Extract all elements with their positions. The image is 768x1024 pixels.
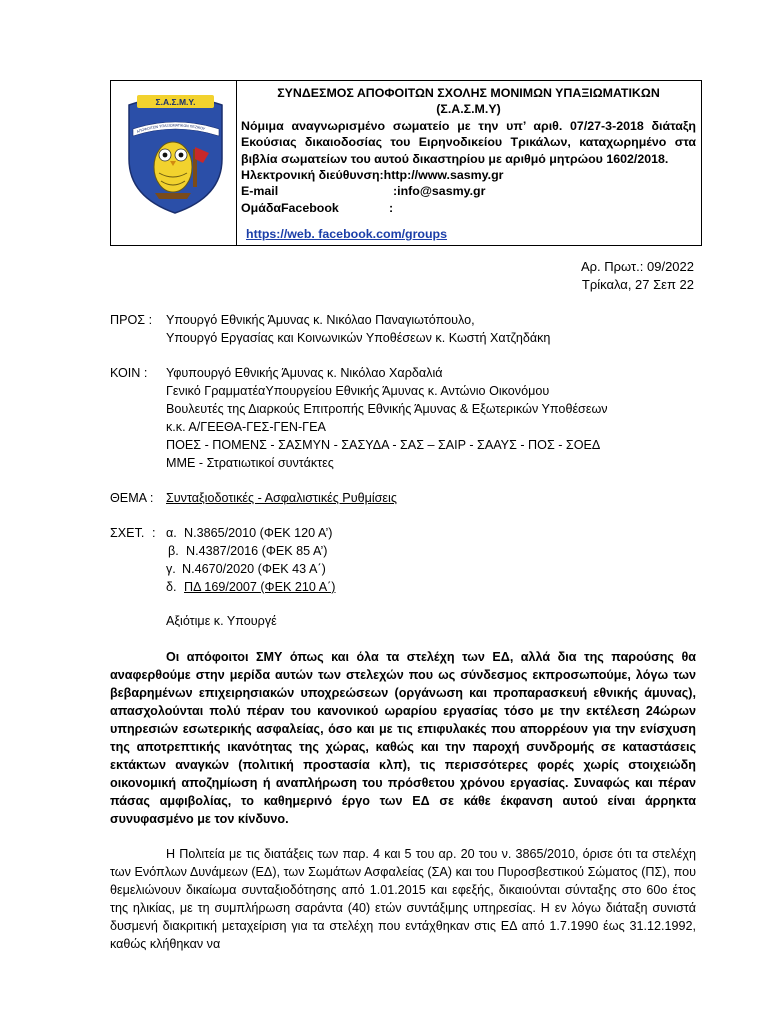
email-label: E-mail [241,184,279,199]
references-separator: : [152,526,156,540]
legal-status-text: Νόμιμα αναγνωρισμένο σωματείο με την υπ’ αριθ. 07/27-3-2018 διάταξη Εκούσιας δικαιοδοσίας του Ειρηνοδικείου Τρικάλων, καταχωρημένο στα βιβλία σωματείων του αυτού δικαστηρίου με αριθμό μητρώου 1602/2018. [241,118,696,166]
reference-text: Ν.4387/2016 (ΦΕΚ 85 Α’) [186,544,328,558]
subject-text: Συνταξιοδοτικές - Ασφαλιστικές Ρυθμίσεις [166,491,397,505]
facebook-separator: : [389,200,394,215]
recipient-line: Υπουργό Εθνικής Άμυνας κ. Νικόλαο Παναγιωτόπουλο, [166,313,475,327]
letterhead-text [241,85,696,243]
references-label: ΣΧΕΤ. [110,526,145,540]
recipient-line: Υπουργό Εργασίας και Κοινωνικών Υποθέσεων κ. Κωστή Χατζηδάκη [166,331,551,345]
facebook-row [241,200,696,216]
cc-line: Υφυπουργό Εθνικής Άμυνας κ. Νικόλαο Χαρδαλιά [166,366,443,380]
cc-block [110,364,608,472]
letterhead-divider [236,81,237,245]
cc-line: ΠΟΕΣ - ΠΟΜΕΝΣ - ΣΑΣΜΥΝ - ΣΑΣΥΔΑ - ΣΑΣ – ΣΑΙΡ - ΣΑΑΥΣ - ΠΟΣ - ΣΟΕΔ [166,438,601,452]
org-title: ΣΥΝΔΕΣΜΟΣ ΑΠΟΦΟΙΤΩΝ ΣΧΟΛΗΣ ΜΟΝΙΜΩΝ ΥΠΑΞΙΩΜΑΤΙΚΩΝ [277,86,660,100]
logo-top-text: Σ.Α.Σ.Μ.Υ. [155,97,196,107]
email-row [241,183,696,199]
website-value[interactable]: :http://www.sasmy.gr [379,168,504,183]
cc-line: κ.κ. Α/ΓΕΕΘΑ-ΓΕΣ-ΓΕΝ-ΓΕΑ [166,420,326,434]
greeting: Αξιότιμε κ. Υπουργέ [166,614,277,628]
protocol-number: Αρ. Πρωτ.: 09/2022 [580,259,694,274]
body-paragraph-1: Οι απόφοιτοι ΣΜΥ όπως και όλα τα στελέχη των ΕΔ, αλλά δια της παρούσης θα αναφερθούμε στην μερίδα αυτών των στελεχών που ως σύνδεσμος εκπροσωπούμε, λόγω των βεβαρημένων επιχειρησιακών υποχρεώσεων (οργάνωση και προπαρασκευή εθνικής άμυνας), απασχολούνται πολύ πέραν του κανονικού ωραρίου εργασίας τόσο με την εκτέλεση 24ώρων υπηρεσιών εσωτερικής ασφαλείας, όσο και με τις επιφυλακές που απορρέουν για την ενίσχυση της αποτρεπτικής ικανότητας της χώρας, καθώς και την παροχή συνδρομής σε καταστάσεις εκτάκτων αναγκών (πολιτική προστασία κλπ), τις περισσότερες φορές χωρίς στοιχειώδη οικονομική αποζημίωση ή αναπλήρωση του πρόσθετου χρόνου εργασίας. Συναφώς και πέραν πάσας αμφιβολίας, το καθημερινό έργο των ΕΔ σε κάθε έκφανση αυτού είναι άρρηκτα συνυφασμένο με τον κίνδυνο. [110,650,696,826]
reference-text: ΠΔ 169/2007 (ΦΕΚ 210 Α΄) [184,580,336,594]
subject-label: ΘΕΜΑ : [110,491,154,505]
org-abbrev: (Σ.Α.Σ.Μ.Υ) [436,102,501,117]
logo-ribbon-text: ΑΠΟΦΟΙΤΩΝ ΥΠΑΞΙΩΜΑΤΙΚΩΝ ΠΕΖΙΚΟΥ [136,123,206,134]
reference-letter: α. [166,526,177,540]
reference-letter: β. [168,544,179,558]
reference-text: Ν.4670/2020 (ΦΕΚ 43 Α΄) [182,562,326,576]
cc-line: Βουλευτές της Διαρκούς Επιτροπής Εθνικής Άμυνας & Εξωτερικών Υποθέσεων [166,402,608,416]
body-paragraph-2: Η Πολιτεία με τις διατάξεις των παρ. 4 και 5 του αρ. 20 του ν. 3865/2010, όρισε ότι τα στελέχη των Ενόπλων Δυνάμεων (ΕΔ), των Σωμάτων Ασφαλείας (ΣΑ) και του Πυροσβεστικού Σώματος (ΠΣ), που θεμελιώνουν δικαίωμα συνταξιοδότησης από 1.01.2015 και εφεξής, δικαιούνται σύνταξης στο 60ο έτος της ηλικίας, με τη συμπλήρωση σαράντα (40) ετών συντάξιμης υπηρεσίας. Η εν λόγω διάταξη συνιστά δυσμενή διακριτική μεταχείριση για τα στελέχη που εντάχθηκαν στις ΕΔ από 1.7.1990 έως 31.12.1992, καθώς κλήθηκαν να [110,847,696,951]
website-label: Ηλεκτρονική διεύθυνση [241,168,380,183]
website-row [241,167,696,183]
references-block [110,524,335,596]
letterhead-box [110,80,702,246]
reference-letter: δ. [166,580,177,594]
email-value[interactable]: :info@sasmy.gr [393,184,486,199]
cc-label: ΚΟΙΝ : [110,366,148,380]
recipients-block [110,311,550,347]
reference-block [581,258,694,294]
subject-block [110,489,397,507]
cc-line: ΜΜΕ - Στρατιωτικοί συντάκτες [166,456,334,470]
sasmy-logo-emblem [123,89,228,214]
facebook-link[interactable]: https://web. facebook.com/groups [246,227,448,242]
facebook-label: ΟμάδαFacebook [241,200,339,215]
recipients-label: ΠΡΟΣ : [110,313,153,327]
place-date: Τρίκαλα, 27 Σεπ 22 [581,277,694,292]
reference-text: Ν.3865/2010 (ΦΕΚ 120 Α’) [184,526,333,540]
cc-line: Γενικό ΓραμματέαΥπουργείου Εθνικής Άμυνας κ. Αντώνιο Οικονόμου [166,384,550,398]
reference-letter: γ. [166,562,176,576]
